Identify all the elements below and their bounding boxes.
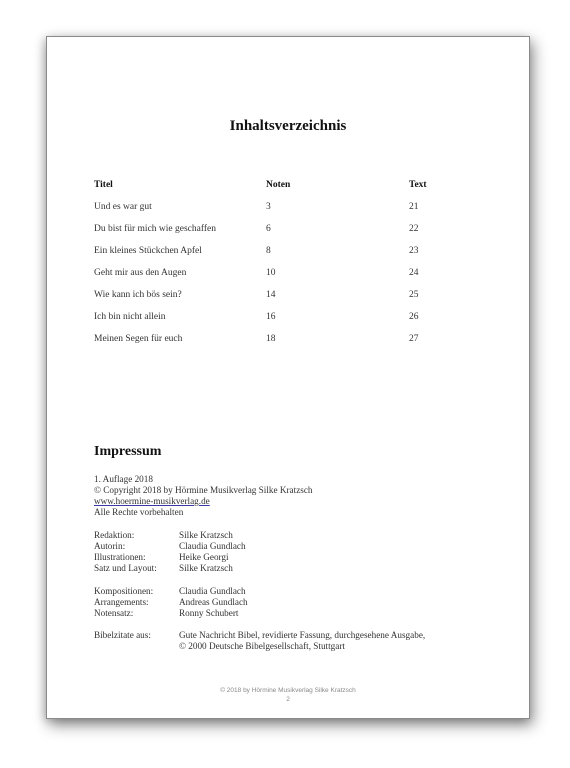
credit-row xyxy=(94,563,494,574)
credit-value: Silke Kratzsch xyxy=(179,563,233,573)
credit-label: Autorin: xyxy=(94,541,126,551)
toc-row-notes-page: 3 xyxy=(266,202,271,212)
toc-row-text-page: 27 xyxy=(409,334,419,344)
music-credit-row xyxy=(94,597,494,608)
impressum-rights: Alle Rechte vorbehalten xyxy=(94,507,184,517)
toc-header-title: Titel xyxy=(94,180,113,190)
toc-row-text-page: 22 xyxy=(409,224,419,234)
credit-label: Notensatz: xyxy=(94,608,134,618)
toc-row-notes-page: 16 xyxy=(266,312,276,322)
toc-row-text-page: 25 xyxy=(409,290,419,300)
toc-row-notes-page: 8 xyxy=(266,246,271,256)
credit-label: Satz und Layout: xyxy=(94,563,157,573)
impressum-website-line xyxy=(94,496,210,507)
toc-row-notes-page: 6 xyxy=(266,224,271,234)
toc-row-notes-page: 18 xyxy=(266,334,276,344)
impressum-title: Impressum xyxy=(94,444,162,459)
music-credit-row xyxy=(94,586,494,597)
bible-source-line-1: Gute Nachricht Bibel, revidierte Fassung, durchgesehene Ausgabe, xyxy=(179,630,426,640)
credit-value: Claudia Gundlach xyxy=(179,541,246,551)
music-credit-row xyxy=(94,608,494,619)
credit-value: Andreas Gundlach xyxy=(179,597,248,607)
toc-row-title: Du bist für mich wie geschaffen xyxy=(94,224,216,234)
toc-header-text: Text xyxy=(409,180,427,190)
toc-row-text-page: 24 xyxy=(409,268,419,278)
toc-header-notes: Noten xyxy=(266,180,291,190)
toc-row-text-page: 26 xyxy=(409,312,419,322)
toc-row-title: Wie kann ich bös sein? xyxy=(94,290,182,300)
credit-label: Redaktion: xyxy=(94,530,135,540)
impressum-edition: 1. Auflage 2018 xyxy=(94,474,153,484)
bible-source-line-2: © 2000 Deutsche Bibelgesellschaft, Stuttgart xyxy=(179,641,345,651)
bible-source-label: Bibelzitate aus: xyxy=(94,630,151,640)
toc-row-notes-page: 14 xyxy=(266,290,276,300)
credit-value: Ronny Schubert xyxy=(179,608,239,618)
toc-row xyxy=(94,334,494,348)
toc-row xyxy=(94,224,494,238)
publisher-website-link[interactable]: www.hoermine-musikverlag.de xyxy=(94,496,210,506)
toc-row-title: Ein kleines Stückchen Apfel xyxy=(94,246,202,256)
toc-row-title: Und es war gut xyxy=(94,202,152,212)
toc-header-row xyxy=(94,180,494,194)
toc-row-title: Ich bin nicht allein xyxy=(94,312,166,322)
toc-row-title: Geht mir aus den Augen xyxy=(94,268,187,278)
credit-row xyxy=(94,530,494,541)
credit-label: Arrangements: xyxy=(94,597,149,607)
toc-row-text-page: 21 xyxy=(409,202,419,212)
toc-row-title: Meinen Segen für euch xyxy=(94,334,183,344)
toc-row-notes-page: 10 xyxy=(266,268,276,278)
toc-row xyxy=(94,202,494,216)
credit-label: Illustrationen: xyxy=(94,552,146,562)
bible-source-row-2 xyxy=(94,641,494,652)
impressum-copyright: © Copyright 2018 by Hörmine Musikverlag Silke Kratzsch xyxy=(94,485,313,495)
toc-row xyxy=(94,312,494,326)
toc-row xyxy=(94,268,494,282)
document-page xyxy=(46,36,530,719)
bible-source-row xyxy=(94,630,494,641)
credit-row xyxy=(94,552,494,563)
toc-row xyxy=(94,246,494,260)
toc-row xyxy=(94,290,494,304)
credit-label: Kompositionen: xyxy=(94,586,154,596)
footer-copyright: © 2018 by Hörmine Musikverlag Silke Kratzsch xyxy=(220,687,356,694)
toc-title: Inhaltsverzeichnis xyxy=(229,118,347,134)
credit-value: Silke Kratzsch xyxy=(179,530,233,540)
credit-row xyxy=(94,541,494,552)
credit-value: Claudia Gundlach xyxy=(179,586,246,596)
credit-value: Heike Georgi xyxy=(179,552,229,562)
page-number: 2 xyxy=(286,696,290,703)
toc-row-text-page: 23 xyxy=(409,246,419,256)
